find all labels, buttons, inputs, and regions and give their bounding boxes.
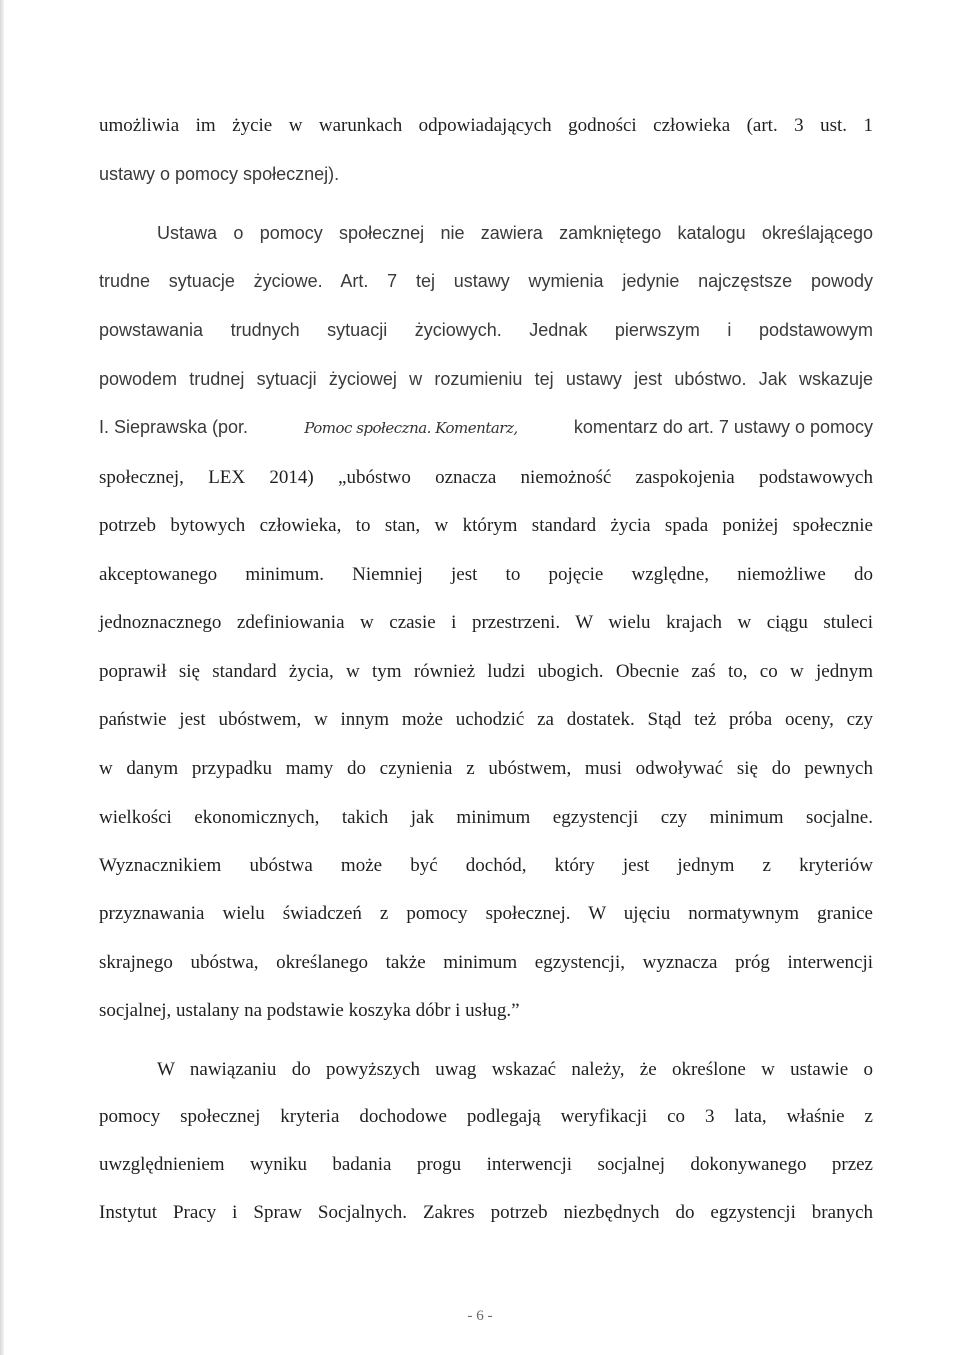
text-line: Instytut Pracy i Spraw Socjalnych. Zakres potrzeb niezbędnych do egzystencji branych	[99, 1202, 873, 1223]
text-line: skrajnego ubóstwa, określanego także minimum egzystencji, wyznacza próg interwencji	[99, 952, 873, 973]
paragraph-start-line: Ustawa o pomocy społecznej nie zawiera zamkniętego katalogu określającego	[157, 223, 873, 243]
text-line: jednoznacznego zdefiniowania w czasie i przestrzeni. W wielu krajach w ciągu stuleci	[99, 612, 873, 633]
text-line: potrzeb bytowych człowieka, to stan, w którym standard życia spada poniżej społecznie	[99, 515, 873, 536]
text-fragment: I. Sieprawska (por.	[99, 417, 249, 437]
page-number: - 6 -	[467, 1308, 493, 1324]
text-line: Wyznacznikiem ubóstwa może być dochód, który jest jednym z kryteriów	[99, 855, 873, 876]
text-line: socjalnej, ustalany na podstawie koszyka dóbr i usług.”	[99, 1000, 520, 1021]
page-edge	[0, 0, 4, 1355]
text-line: powstawania trudnych sytuacji życiowych. Jednak pierwszym i podstawowym	[99, 320, 873, 340]
text-line: umożliwia im życie w warunkach odpowiadających godności człowieka (art. 3 ust. 1	[99, 115, 873, 136]
paragraph-start-line: W nawiązaniu do powyższych uwag wskazać należy, że określone w ustawie o	[157, 1059, 873, 1080]
text-fragment: komentarz do art. 7 ustawy o pomocy	[573, 417, 873, 437]
text-line: akceptowanego minimum. Niemniej jest to pojęcie względne, niemożliwe do	[99, 564, 873, 585]
text-line: przyznawania wielu świadczeń z pomocy społecznej. W ujęciu normatywnym granice	[99, 903, 873, 924]
handwritten-insertion: Pomoc społeczna. Komentarz,	[304, 419, 518, 437]
text-line: powodem trudnej sytuacji życiowej w rozumieniu tej ustawy jest ubóstwo. Jak wskazuje	[99, 369, 873, 389]
text-line: państwie jest ubóstwem, w innym może uchodzić za dostatek. Stąd też próba oceny, czy	[99, 709, 873, 730]
text-line: w danym przypadku mamy do czynienia z ubóstwem, musi odwoływać się do pewnych	[99, 758, 873, 779]
text-line: społecznej, LEX 2014) „ubóstwo oznacza niemożność zaspokojenia podstawowych	[99, 467, 873, 488]
text-line: wielkości ekonomicznych, takich jak minimum egzystencji czy minimum socjalne.	[99, 807, 873, 828]
text-line: ustawy o pomocy społecznej).	[99, 164, 340, 184]
text-line: trudne sytuacje życiowe. Art. 7 tej ustawy wymienia jedynie najczęstsze powody	[99, 271, 873, 291]
text-line: poprawił się standard życia, w tym również ludzi ubogich. Obecnie zaś to, co w jednym	[99, 661, 873, 682]
text-line-with-handwriting	[99, 415, 873, 440]
text-line: uwzględnieniem wyniku badania progu interwencji socjalnej dokonywanego przez	[99, 1154, 873, 1175]
text-line: pomocy społecznej kryteria dochodowe podlegają weryfikacji co 3 lata, właśnie z	[99, 1106, 873, 1127]
